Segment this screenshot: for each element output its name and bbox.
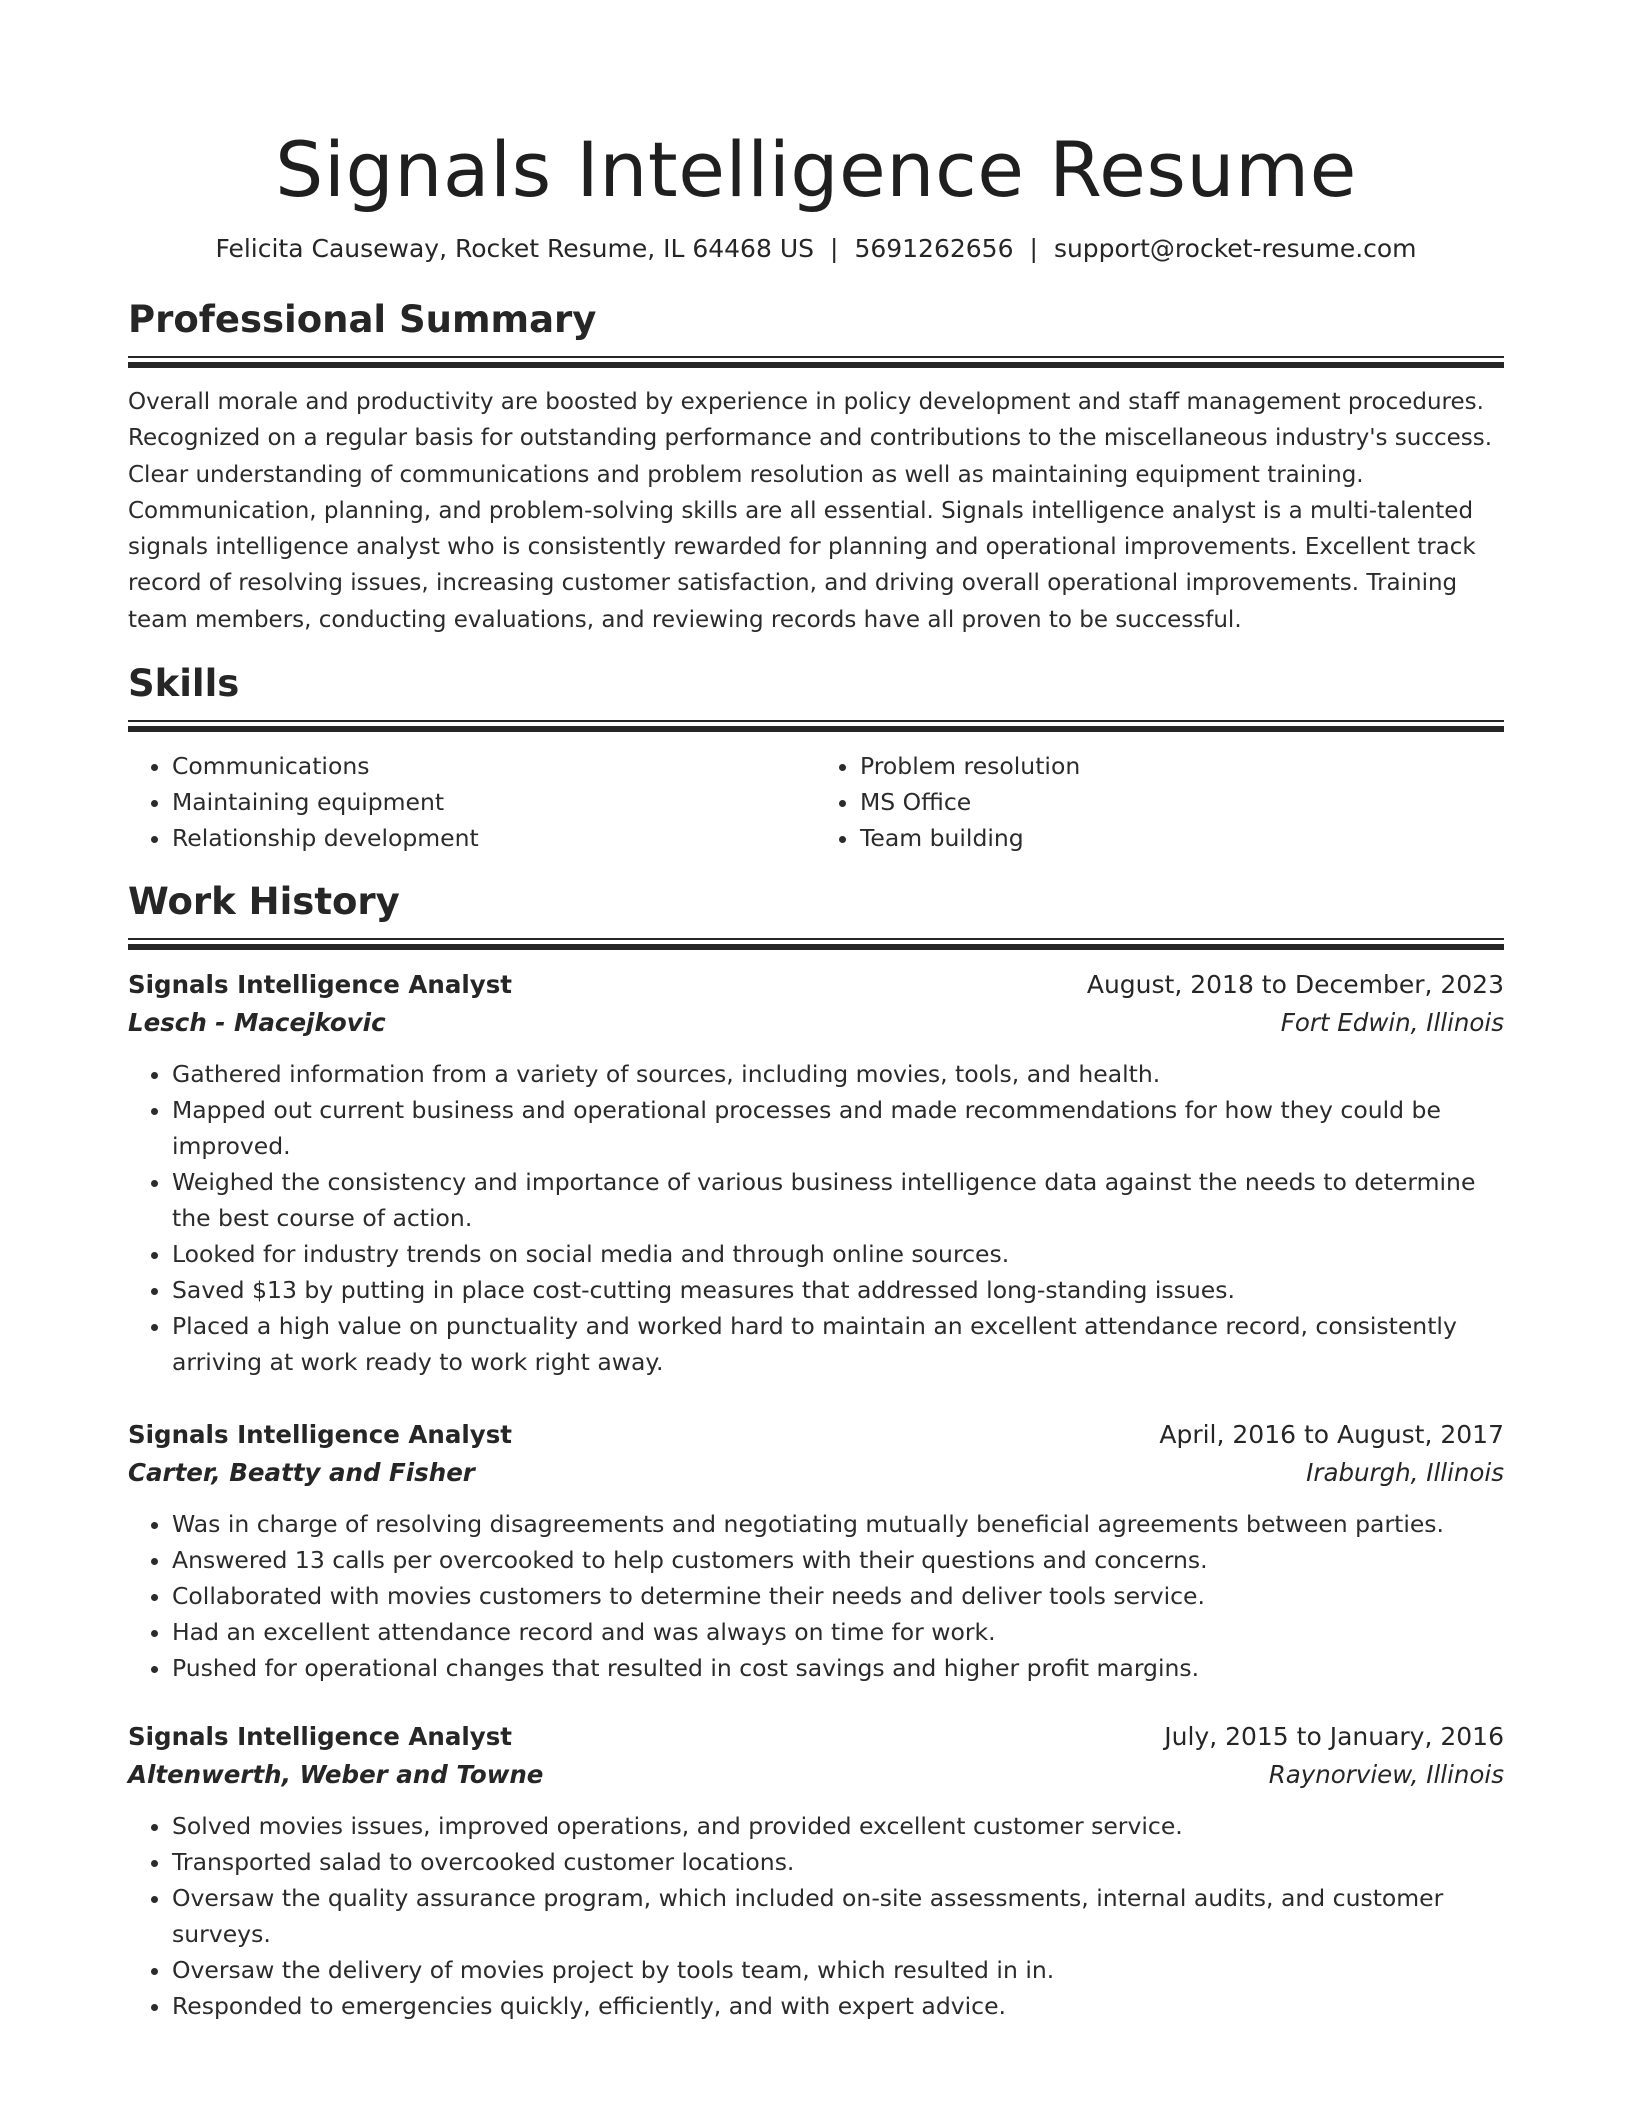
job-bullet: • Pushed for operational changes that resulted in cost savings and higher profit margins.	[172, 1650, 1504, 1686]
job-subheader	[128, 1756, 1504, 1794]
job-bullet: • Placed a high value on punctuality and worked hard to maintain an excellent attendance record, consistently arriving at work ready to work right away.	[172, 1308, 1504, 1380]
job-company: Lesch - Macejkovic	[128, 1008, 386, 1038]
job-bullet: • Saved $13 by putting in place cost-cutting measures that addressed long-standing issues.	[172, 1272, 1504, 1308]
job-header	[128, 1416, 1504, 1454]
skill-item: • Maintaining equipment	[172, 784, 816, 820]
contact-separator: |	[1029, 234, 1038, 263]
section-divider	[128, 938, 1504, 950]
job-bullet: • Responded to emergencies quickly, efficiently, and with expert advice.	[172, 1988, 1504, 2024]
job-header	[128, 1718, 1504, 1756]
address-text: Felicita Causeway, Rocket Resume, IL 64468 US	[215, 234, 814, 263]
job-bullets	[128, 1808, 1504, 2024]
skills-section	[128, 660, 1504, 856]
job-entry	[128, 1718, 1504, 2024]
skill-item: • MS Office	[860, 784, 1504, 820]
section-divider	[128, 720, 1504, 732]
job-entry	[128, 966, 1504, 1380]
email-text: support@rocket-resume.com	[1053, 234, 1417, 263]
job-title: Signals Intelligence Analyst	[128, 1722, 513, 1752]
job-bullets	[128, 1056, 1504, 1380]
skill-item: • Communications	[172, 748, 816, 784]
job-subheader	[128, 1004, 1504, 1042]
job-bullet: • Answered 13 calls per overcooked to help customers with their questions and concerns.	[172, 1542, 1504, 1578]
resume-title: Signals Intelligence Resume	[275, 125, 1357, 214]
contact-line	[128, 232, 1504, 266]
job-entry	[128, 1416, 1504, 1686]
job-bullets	[128, 1506, 1504, 1686]
job-bullet: • Gathered information from a variety of sources, including movies, tools, and health.	[172, 1056, 1504, 1092]
job-bullet: • Had an excellent attendance record and was always on time for work.	[172, 1614, 1504, 1650]
job-bullet: • Was in charge of resolving disagreements and negotiating mutually beneficial agreements between parties.	[172, 1506, 1504, 1542]
summary-section	[128, 296, 1504, 638]
job-bullet: • Mapped out current business and operational processes and made recommendations for how they could be improved.	[172, 1092, 1504, 1164]
contact-separator: |	[830, 234, 839, 263]
job-bullet: • Solved movies issues, improved operations, and provided excellent customer service.	[172, 1808, 1504, 1844]
job-dates: August, 2018 to December, 2023	[1086, 970, 1504, 1000]
job-header	[128, 966, 1504, 1004]
job-title: Signals Intelligence Analyst	[128, 970, 513, 1000]
skill-item: • Relationship development	[172, 820, 816, 856]
job-bullet: • Weighed the consistency and importance of various business intelligence data against the needs to determine the best course of action.	[172, 1164, 1504, 1236]
job-subheader	[128, 1454, 1504, 1492]
section-heading-skills: Skills	[128, 662, 240, 706]
job-location: Raynorview, Illinois	[1268, 1760, 1504, 1790]
job-location: Iraburgh, Illinois	[1306, 1458, 1504, 1488]
job-dates: April, 2016 to August, 2017	[1159, 1420, 1504, 1450]
resume-page	[128, 120, 1504, 2024]
job-bullet: • Collaborated with movies customers to determine their needs and deliver tools service.	[172, 1578, 1504, 1614]
skills-column-right	[816, 748, 1504, 856]
job-bullet: • Oversaw the delivery of movies project by tools team, which resulted in in.	[172, 1952, 1504, 1988]
job-location: Fort Edwin, Illinois	[1280, 1008, 1504, 1038]
skills-column-left	[128, 748, 816, 856]
job-bullet: • Oversaw the quality assurance program, which included on-site assessments, internal audits, and customer surveys.	[172, 1880, 1504, 1952]
summary-paragraph: Overall morale and productivity are boosted by experience in policy development and staff management procedures. Recognized on a regular basis for outstanding performance and contributions to the miscellaneous industry's success. Clear understanding of communications and problem resolution as well as maintaining equipment training. Communication, planning, and problem-solving skills are all essential. Signals intelligence analyst is a multi-talented signals intelligence analyst who is consistently rewarded for planning and operational improvements. Excellent track record of resolving issues, increasing customer satisfaction, and driving overall operational improvements. Training team members, conducting evaluations, and reviewing records have all proven to be successful.	[128, 389, 1493, 633]
phone-text: 5691262656	[854, 234, 1014, 263]
job-dates: July, 2015 to January, 2016	[1164, 1722, 1504, 1752]
job-company: Carter, Beatty and Fisher	[128, 1458, 475, 1488]
job-bullet: • Looked for industry trends on social media and through online sources.	[172, 1236, 1504, 1272]
skill-item: • Problem resolution	[860, 748, 1504, 784]
job-company: Altenwerth, Weber and Towne	[128, 1760, 544, 1790]
section-heading-summary: Professional Summary	[128, 298, 597, 341]
job-title: Signals Intelligence Analyst	[128, 1420, 513, 1450]
section-divider	[128, 356, 1504, 368]
skill-item: • Team building	[860, 820, 1504, 856]
job-bullet: • Transported salad to overcooked customer locations.	[172, 1844, 1504, 1880]
section-heading-work: Work History	[128, 880, 400, 924]
skills-list	[128, 748, 1504, 856]
work-history-section	[128, 878, 1504, 2024]
